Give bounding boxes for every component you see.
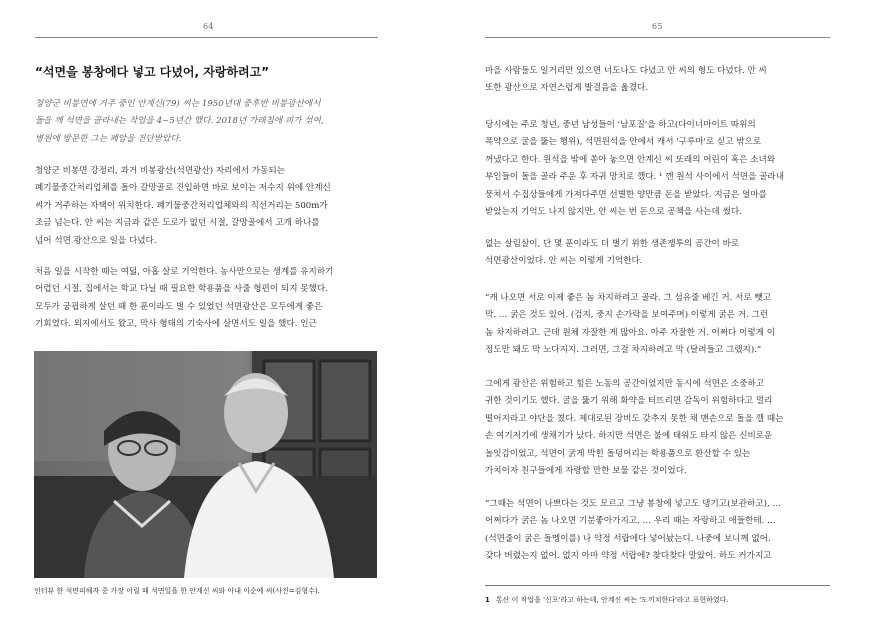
right-paragraph-3 — [485, 236, 739, 271]
quote-line: 놈 차지하려고. 근데 원체 자잘한 게 많아요. 아주 자잘한 거. 어쩌다 이렇게 이 — [485, 327, 776, 338]
text-line: 부인들이 돌을 골라 주운 후 자귀 망치로 깼다. ¹ 깬 원석 사이에서 석면을 골라내 — [485, 172, 785, 183]
footnote — [485, 595, 729, 605]
right-page-number: 65 — [652, 22, 663, 31]
quote-line: 정도만 돼도 막 노다지지. 그러면, 그걸 차지하려고 막 (달려들고 그랬지).” — [485, 345, 762, 356]
lead-paragraph — [35, 96, 324, 148]
interview-quote-2 — [485, 496, 781, 566]
footnote-marker: 1 — [485, 596, 490, 604]
footnote-text: 통산 이 작업을 '신포'라고 하는데, 안계신 씨는 '도끼치한다'라고 표현하였다. — [495, 596, 729, 604]
text-line: 모두가 궁핍하게 살던 때 한 푼이라도 벌 수 있었던 석면광산은 모두에게 좋은 — [35, 301, 323, 312]
lead-line: 청양군 비봉면에 거주 중인 안계신(79) 씨는 1950년대 중후반 비봉광산에서 — [35, 99, 321, 109]
photo-caption: 인터뷰 한 석면피해자 중 가장 어릴 때 석면일을 한 안계신 씨와 아내 이순예 씨(사진=김형수). — [34, 587, 320, 595]
interview-photo — [34, 351, 377, 578]
article-title: “석면을 봉창에다 넣고 다녔어, 자랑하려고” — [35, 65, 270, 79]
text-line: 청양군 비봉면 강정리, 과거 비봉광산(석면광산) 자리에서 가동되는 — [35, 166, 285, 176]
couple-photo-illustration — [34, 351, 377, 578]
text-line: 가치이자 친구들에게 자랑할 만한 보물 같은 것이었다. — [485, 465, 687, 476]
left-paragraph-2 — [35, 264, 333, 334]
quote-line: 어쩌다가 굵은 놈 나오면 기분좋아가지고. … 우리 때는 자랑하고 애들한테. … — [485, 516, 776, 527]
text-line: 받았는지 기억도 나지 않지만, 안 씨는 번 돈으로 공책을 사는데 썼다. — [485, 206, 742, 217]
left-page-number: 64 — [203, 22, 214, 31]
text-line: 꺼냈다고 한다. 원석을 밖에 쏟아 놓으면 안계신 씨 또래의 어린이 혹은 소녀와 — [485, 154, 776, 165]
quote-line: (석면줄이 굵은 돌멩이를) 나 약정 서랍에다 넣어놨는디. 나중에 보니께 없어. — [485, 533, 771, 544]
right-paragraph-4 — [485, 376, 783, 480]
text-line: 손 여기저기에 생채기가 났다. 하지만 석면은 불에 태워도 타지 않은 신비로운 — [485, 431, 773, 442]
right-paragraph-1 — [485, 63, 767, 98]
text-line: 없는 살림살이, 단 몇 푼이라도 더 벌기 위한 생존쟁투의 공간이 바로 — [485, 239, 740, 249]
text-line: 또한 광산으로 자연스럽게 발걸음을 옮겼다. — [485, 83, 649, 94]
text-line: 그에게 광산은 위험하고 힘든 노동의 공간이었지만 동시에 석면은 소중하고 — [485, 379, 765, 389]
quote-line: 갖다 버렸는지 없어. 없지 아마 약정 서랍에? 찾다찾다 말았어. 하도 커가지고 — [485, 551, 772, 562]
text-line: 기회였다. 외지에서도 왔고, 막사 형태의 기숙사에 살면서도 일을 했다. 인근 — [35, 319, 317, 330]
text-line: 뭉쳐서 수집상들에게 가져다주면 선별한 양만큼 돈을 받았다. 지금은 얼마를 — [485, 189, 767, 200]
lead-line: 돌을 깨 석면을 골라내는 작업을 4~5년간 했다. 2018년 가래침에 피가 섞여, — [35, 116, 324, 127]
text-line: 마을 사람들도 일거리만 있으면 너도나도 다녔고 안 씨의 형도 다녔다. 안 씨 — [485, 66, 767, 76]
text-line: 조금 넘는다. 안 씨는 지금과 같은 도로가 없던 시절, 갈망골에서 고개 하나를 — [35, 218, 320, 229]
text-line: 씨가 거주하는 자택이 위치한다. 폐기물중간처리업체와의 직선거리는 500m가 — [35, 200, 328, 211]
left-paragraph-1 — [35, 163, 331, 250]
quote-line: 막. … 굵은 것도 있어. (검지, 중지 손가락을 보여주며) 이렇게 굵은 거. 그런 — [485, 310, 769, 321]
text-line: 놀잇감이었고, 석면이 굵게 박힌 돌덩어리는 학용품으로 환산할 수 있는 — [485, 448, 751, 459]
text-line: 넘어 석면 광산으로 일을 다녔다. — [35, 235, 157, 246]
quote-line: “캐 나오면 서로 이제 좋은 놈 차지하려고 골라. 그 섬유줄 베긴 거. 서로 뺏고 — [485, 293, 772, 303]
left-header-rule — [35, 37, 378, 38]
interview-quote-1 — [485, 290, 775, 360]
text-line: 석면광산이었다. 안 씨는 이렇게 기억한다. — [485, 256, 643, 267]
text-line: 처음 일을 시작한 때는 여덟, 아홉 살로 기억한다. 농사만으로는 생계를 유지하기 — [35, 267, 334, 277]
text-line: 어렵던 시절, 집에서는 학교 다닐 때 필요한 학용품을 사줄 형편이 되지 못했다. — [35, 284, 328, 295]
quote-line: “그때는 석면이 나쁘다는 것도 모르고 그냥 봉창에 넣고도 댕기고(보관하고), … — [485, 499, 782, 509]
right-paragraph-2 — [485, 117, 784, 221]
text-line: 폭약으로 굴을 뚫는 행위), 석면원석을 안에서 캐서 '구루마'로 싣고 밖으로 — [485, 137, 762, 148]
right-header-rule — [485, 37, 830, 38]
text-line: 폐기물중간처리업체를 돌아 갈망골로 진입하면 바로 보이는 저수지 위에 안계신 — [35, 183, 331, 194]
text-line: 귀한 것이기도 했다. 굴을 뚫기 위해 화약을 터뜨리면 감독이 위험하다고 멀리 — [485, 396, 773, 407]
text-line: 당시에는 주로 청년, 중년 남성들이 '남포질'을 하고(다이너마이트 따위의 — [485, 120, 756, 130]
lead-line: 병원에 방문한 그는 폐암을 진단받았다. — [35, 133, 182, 144]
text-line: 떨어지라고 야단을 쳤다. 제대로된 장비도 갖추지 못한 채 맨손으로 돌을 깰 때는 — [485, 413, 784, 424]
footnote-rule — [485, 585, 830, 586]
